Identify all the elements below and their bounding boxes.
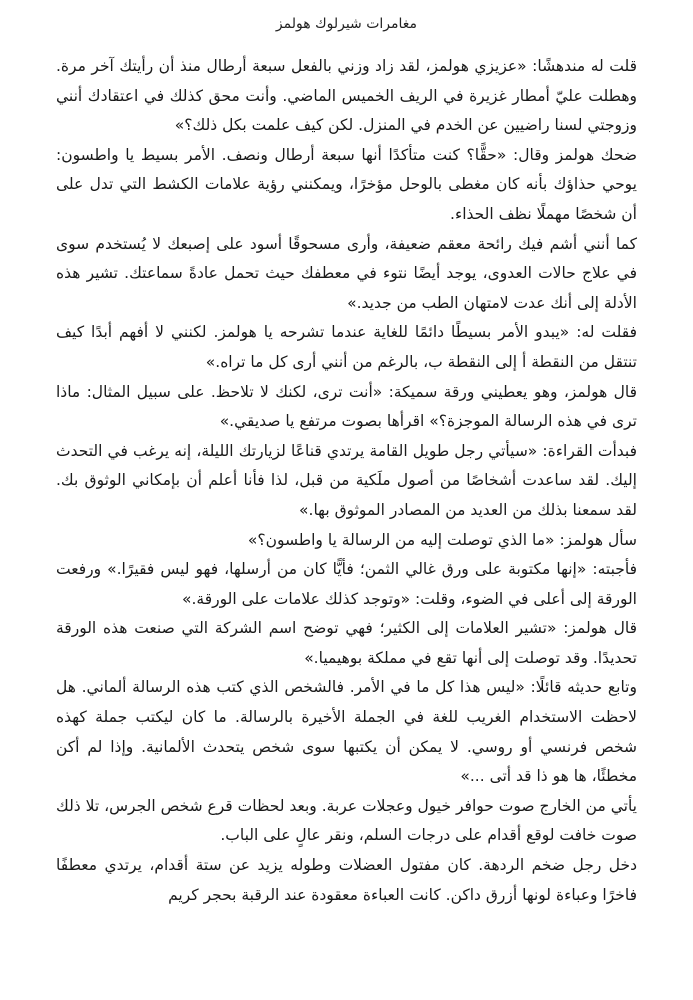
paragraph-5: قال هولمز، وهو يعطيني ورقة سميكة: «أنت ترى، لكنك لا تلاحظ. على سبيل المثال: ماذا ترى في هذه الرسالة الموجزة؟» اقرأها بصوت مرتفع يا صديقي.» [56, 382, 637, 431]
paragraph-2: ضحك هولمز وقال: «حقًّا؟ كنت متأكدًا أنها سبعة أرطال ونصف. الأمر بسيط يا واطسون: يوحي حذاؤك بأنه كان مغطى بالوحل مؤخرًا، ويمكنني رؤية علامات الكشط التي تدل على أن شخصًا مهملًا نظف الحذاء. [56, 145, 637, 223]
running-header: مغامرات شيرلوك هولمز [275, 16, 418, 32]
paragraph-10: وتابع حديثه قائلًا: «ليس هذا كل ما في الأمر. فالشخص الذي كتب هذه الرسالة ألماني. هل لاحظت الاستخدام الغريب للغة في الجملة الأخيرة بالرسالة. ما كان ليكتب جملة كهذه شخص فرنسي أو روسي. لا يمكن أن يكتبها سوى شخص يتحدث الألمانية. وإذا لم أكن مخطئًا، ها هو ذا قد أتى ...» [56, 678, 637, 786]
paragraph-4: فقلت له: «يبدو الأمر بسيطًا دائمًا للغاية عندما تشرحه يا هولمز. لكنني لا أفهم أبدًا كيف تنتقل من النقطة أ إلى النقطة ب، بالرغم من أنني أرى كل ما تراه.» [56, 323, 637, 371]
paragraph-6: فبدأت القراءة: «سيأتي رجل طويل القامة يرتدي قناعًا لزيارتك الليلة، إنه يرغب في التحدث إليك. لقد ساعدت أشخاصًا من أصول ملَكية من قبل، لذا فأنا أعلم أن بإمكاني الوثوق بك. لقد سمعنا بذلك من العديد من المصادر الموثوق بها.» [56, 441, 637, 519]
paragraph-1: قلت له مندهشًا: «عزيزي هولمز، لقد زاد وزني بالفعل سبعة أرطال منذ أن رأيتك آخر مرة. وهطلت عليّ أمطار غزيرة في الريف الخميس الماضي. وأنت محق كذلك في اعتقادك أنني وزوجتي لسنا راضيين عن الخدم في المنزل. لكن كيف علمت بكل ذلك؟» [56, 57, 637, 135]
paragraph-7: سأل هولمز: «ما الذي توصلت إليه من الرسالة يا واطسون؟» [247, 530, 637, 549]
paragraph-11: يأتي من الخارج صوت حوافر خيول وعجلات عربة. وبعد لحظات قرع شخص الجرس، تلا ذلك صوت خافت لوقع أقدام على درجات السلم، ونقر عالٍ على الباب. [56, 796, 637, 845]
paragraph-8: فأجبته: «إنها مكتوبة على ورق غالي الثمن؛ فأيًّا كان من أرسلها، فهو ليس فقيرًا.» ورفعت الورقة إلى أعلى في الضوء، وقلت: «وتوجد كذلك علامات على الورقة.» [56, 560, 637, 608]
paragraph-9: قال هولمز: «تشير العلامات إلى الكثير؛ فهي توضح اسم الشركة التي صنعت هذه الورقة تحديدًا. وقد توصلت إلى أنها تقع في مملكة بوهيميا.» [56, 619, 637, 667]
story-text [56, 52, 637, 910]
paragraph-12: دخل رجل ضخم الردهة. كان مفتول العضلات وطوله يزيد عن ستة أقدام، يرتدي معطفًا فاخرًا وعباءة لونها أزرق داكن. كانت العباءة معقودة عند الرقبة بحجر كريم [56, 856, 637, 904]
paragraph-3: كما أنني أشم فيك رائحة معقم ضعيفة، وأرى مسحوقًا أسود على إصبعك لا يُستخدم سوى في علاج حالات العدوى، يوجد أيضًا نتوء في معطفك حيث تحمل عادةً سماعتك. تشير هذه الأدلة إلى أنك عدت لامتهان الطب من جديد.» [56, 234, 637, 312]
